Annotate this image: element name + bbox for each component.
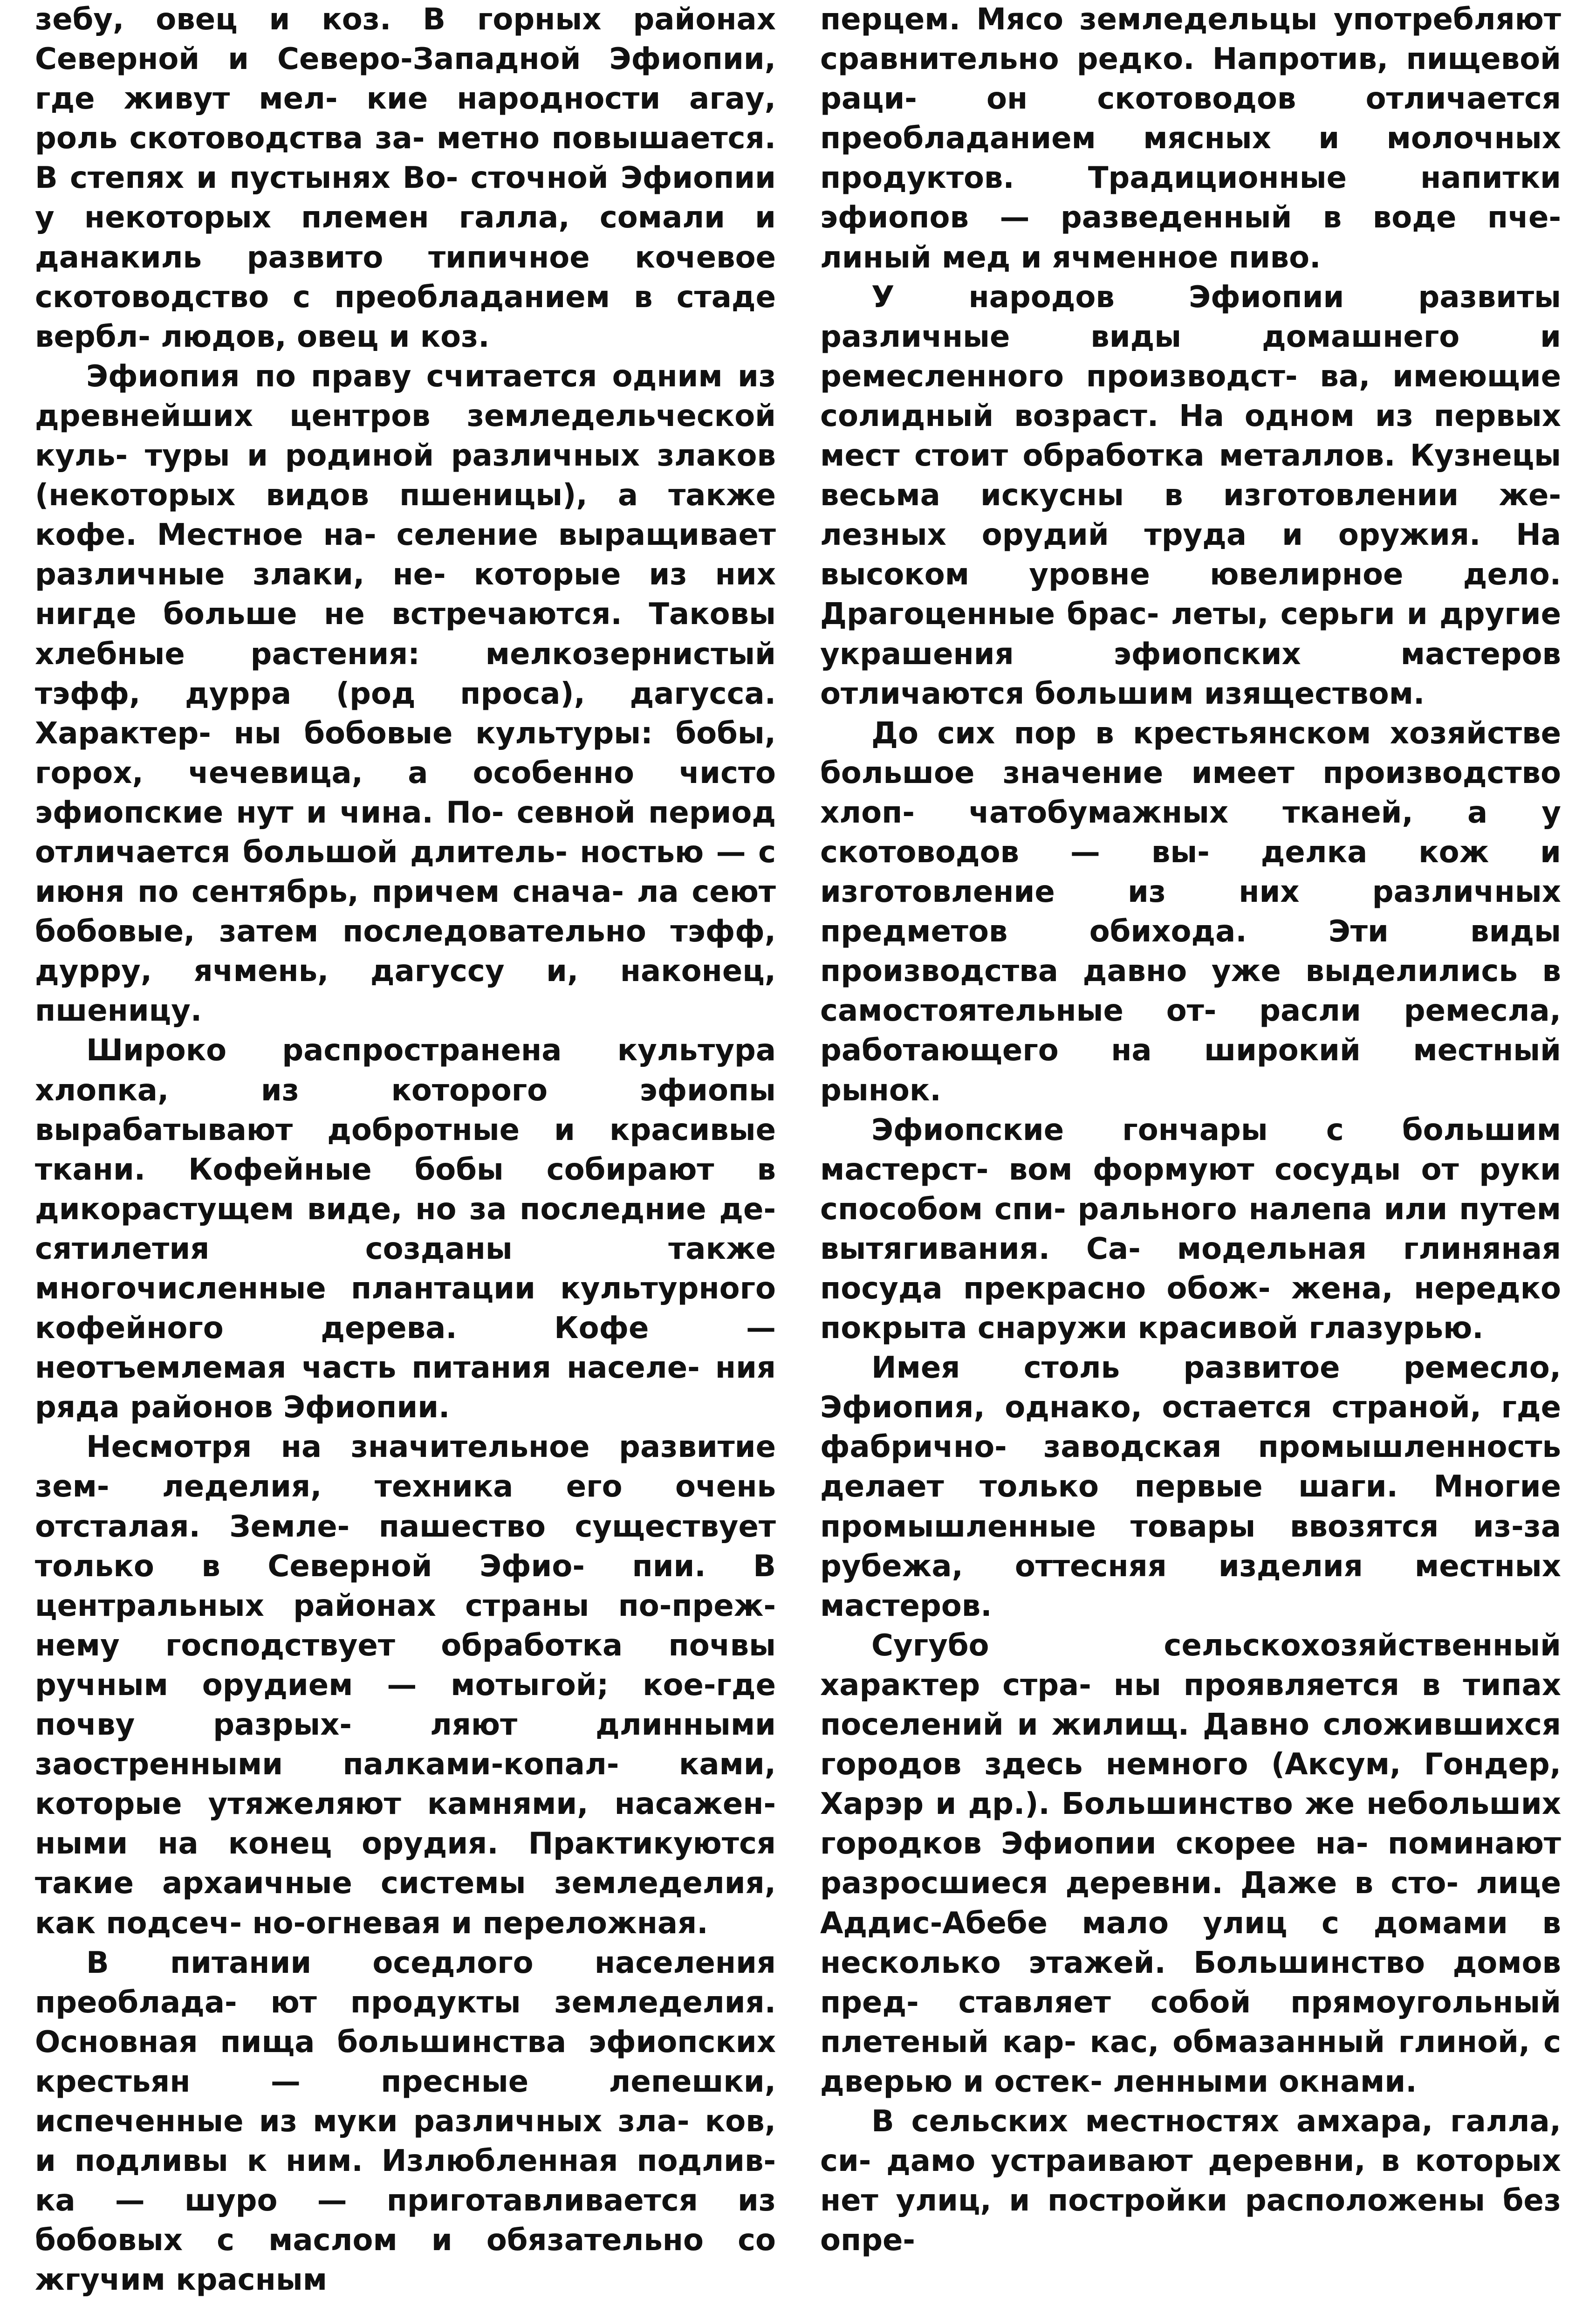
text-line: давно уже выделились в самостоятельные от- (820, 954, 1562, 1029)
text-line: вом формуют сосуды от руки способом спи- (820, 1152, 1562, 1227)
text-line: ны проявляется в типах поселений и жилищ. (820, 1668, 1562, 1743)
text-line: модельная глиняная посуда прекрасно обож- (820, 1231, 1561, 1306)
text-line: пшеницу. (35, 994, 202, 1029)
text-line: сятилетия созданы также многочисленные (35, 1231, 776, 1306)
text-line: лице Аддис-Абебе мало улиц с домами в (820, 1866, 1562, 1941)
text-line: рального налепа или путем вытягивания. Са- (820, 1192, 1562, 1266)
text-line: орудием — мотыгой; кое-где почву разрых- (35, 1668, 776, 1743)
text-line: тэфф, дурру, ячмень, дагуссу и, наконец, (35, 914, 776, 989)
text-line: ляют длинными заостренными палками-копал- (35, 1708, 776, 1782)
text-line: однако, остается страной, где фабрично- (820, 1390, 1562, 1465)
text-line: которые из них нигде больше не встречаются. (35, 557, 776, 632)
paragraph (35, 357, 776, 1031)
text-line: Давно сложившихся городов здесь немного (820, 1708, 1561, 1782)
text-line: перцем. Мясо земледельцы употребляют (820, 2, 1561, 37)
text-line: но-огневая и переложная. (252, 1906, 708, 1941)
right-text-column (820, 0, 1562, 2258)
text-line: зебу, овец и коз. В горных районах Северной (35, 2, 776, 77)
text-line: лепешки, испеченные из муки различных зла- (35, 2064, 776, 2139)
text-line: дамо устраивают деревни, в которых нет (820, 2144, 1562, 2218)
left-text-column (35, 0, 776, 2298)
text-line: и красивые ткани. Кофейные бобы собирают (35, 1112, 776, 1187)
text-line: Кузнецы весьма искусны в изготовлении же- (820, 439, 1562, 513)
text-line: кас, обмазанный глиной, с дверью и остек- (820, 2025, 1561, 2099)
text-line: большинства эфиопских крестьян — пресные (35, 2025, 776, 2099)
text-line: В питании оседлого населения преоблада- (35, 1945, 776, 2020)
text-line: ными на конец орудия. Практикуются такие (35, 1826, 776, 1901)
text-line: первые шаги. Многие промышленные товары (820, 1469, 1561, 1544)
text-line: ленными окнами. (1113, 2064, 1417, 2099)
text-line: Таковы хлебные растения: мелкозернистый (35, 597, 776, 672)
text-line: ставляет собой прямоугольный плетеный кар- (820, 1985, 1561, 2060)
text-line: скотоводство с преобладанием в стаде вербл- (35, 280, 776, 354)
text-line: мастеров отличаются большим изяществом. (820, 637, 1561, 711)
text-line: большое значение имеет производство хлоп- (820, 755, 1561, 830)
text-line: он скотоводов отличается преобладанием (820, 82, 1562, 156)
text-line: ва, имеющие солидный возраст. На одном (820, 359, 1562, 433)
text-line: древнейших центров земледельческой куль- (35, 398, 776, 474)
text-line: туры и родиной различных злаков (некоторых (35, 439, 776, 513)
text-line: местный рынок. (820, 1033, 1562, 1108)
text-line: архаичные системы земледелия, как подсеч- (35, 1866, 776, 1941)
text-line: плантации культурного кофейного дерева. (35, 1271, 776, 1346)
text-line: Сугубо сельскохозяйственный характер стра- (820, 1628, 1561, 1703)
text-line: селение выращивает различные злаки, не- (35, 518, 776, 592)
text-line: людов, овец и коз. (161, 319, 490, 354)
paragraph (820, 0, 1561, 278)
text-line: жена, нередко покрыта снаружи красивой (820, 1271, 1562, 1346)
text-line: сравнительно редко. Напротив, пищевой раци- (820, 42, 1561, 117)
text-line: севной период отличается большой длитель- (35, 795, 776, 870)
text-line: делка кож и изготовление из них различных (820, 835, 1562, 910)
text-line: У народов Эфиопии развиты различные (820, 280, 1561, 354)
text-line: глазурью. (1308, 1311, 1484, 1346)
text-line: метно повышается. В степях и пустынях Во- (35, 121, 776, 196)
text-line: расли ремесла, работающего на широкий (820, 994, 1561, 1068)
text-line: Несмотря на значительное развитие зем- (35, 1430, 776, 1504)
text-line: ввозятся из-за рубежа, оттесняя изделия (820, 1509, 1561, 1584)
text-line: пии. В центральных районах страны по-преж- (35, 1549, 776, 1623)
text-line: ния ряда районов Эфиопии. (35, 1351, 776, 1425)
text-line: В сельских местностях амхара, галла, си- (820, 2104, 1561, 2179)
text-line: ют продукты земледелия. Основная пища (35, 1985, 776, 2060)
text-line: маслом и обязательно со жгучим красным (35, 2223, 776, 2298)
paragraph (35, 1428, 776, 1943)
text-line: из которого эфиопы вырабатывают добротные (35, 1073, 776, 1147)
paragraph (820, 1111, 1561, 1349)
text-line: сомали и данакиль развито типичное кочевое (35, 200, 776, 275)
paragraph (820, 1348, 1561, 1626)
text-line: виды домашнего и ремесленного производст- (820, 319, 1562, 394)
text-line: из первых мест стоит обработка металлов. (820, 398, 1562, 474)
text-line: линый мед и ячменное пиво. (820, 240, 1321, 275)
text-line: Эфиопские гончары с большим мастерст- (820, 1112, 1561, 1187)
text-line: Кофе — неотъемлемая часть питания населе- (35, 1311, 776, 1386)
text-line: ны бобовые культуры: бобы, горох, чечевица, (35, 716, 776, 790)
text-line: кие народности агау, роль скотоводства за- (35, 82, 776, 156)
paragraph (820, 278, 1561, 714)
text-line: а особенно чисто эфиопские нут и чина. По- (35, 755, 776, 830)
paragraph (35, 1031, 776, 1428)
text-line: уровне ювелирное дело. Драгоценные брас- (820, 557, 1562, 632)
text-line: в дикорастущем виде, но за последние де- (35, 1152, 776, 1227)
text-line: нему господствует обработка почвы ручным (35, 1628, 776, 1703)
text-line: (Аксум, Гондер, Харэр и др.). Большинство (820, 1747, 1561, 1822)
text-line: ла сеют бобовые, затем последовательно (35, 875, 776, 949)
paragraph (820, 1626, 1561, 2102)
paragraph (820, 2102, 1561, 2260)
text-line: лезных орудий труда и оружия. На высоком (820, 518, 1561, 592)
text-line: Эфиопия по праву считается одним из (86, 359, 776, 394)
text-line: ками, которые утяжеляют камнями, насажен- (35, 1747, 776, 1822)
text-line: пашество существует только в Северной Эфио- (35, 1509, 776, 1584)
text-line: несколько этажей. Большинство домов пред- (820, 1945, 1561, 2020)
text-line: ностью — с июня по сентябрь, причем снача- (35, 835, 776, 910)
text-line: и Северо-Западной Эфиопии, где живут мел- (35, 42, 776, 117)
text-line: чатобумажных тканей, а у скотоводов — вы- (820, 795, 1562, 870)
text-line: заводская промышленность делает только (820, 1430, 1561, 1504)
text-line: напитки эфиопов — разведенный в воде пче- (820, 161, 1561, 235)
text-line: видов пшеницы), а также кофе. Местное на- (35, 478, 776, 553)
text-line: Широко распространена культура хлопка, (35, 1033, 776, 1108)
text-line: леты, серьги и другие украшения эфиопских (820, 597, 1562, 672)
text-line: предметов обихода. Эти виды производства (820, 914, 1561, 989)
text-line: До сих пор в крестьянском хозяйстве (871, 716, 1561, 751)
text-line: сточной Эфиопии у некоторых племен галла, (35, 161, 776, 235)
paragraph (820, 714, 1561, 1111)
text-line: местных мастеров. (820, 1549, 1562, 1623)
text-line: ков, и подливы к ним. Излюбленная подлив- (35, 2104, 776, 2179)
text-line: же небольших городков Эфиопии скорее на- (820, 1787, 1561, 1861)
text-line: улиц, и постройки расположены без опре- (820, 2183, 1562, 2258)
text-line: мясных и молочных продуктов. Традиционные (820, 121, 1562, 196)
text-line: поминают разросшиеся деревни. Даже в сто- (820, 1826, 1562, 1901)
text-line: Имея столь развитое ремесло, Эфиопия, (820, 1351, 1561, 1425)
paragraph (35, 0, 776, 357)
paragraph (35, 1943, 776, 2300)
text-line: ка — шуро — приготавливается из бобовых с (35, 2183, 776, 2258)
text-line: тэфф, дурра (род проса), дагусса. Характер- (35, 676, 776, 751)
text-line: леделия, техника его очень отсталая. Земле- (35, 1469, 776, 1544)
